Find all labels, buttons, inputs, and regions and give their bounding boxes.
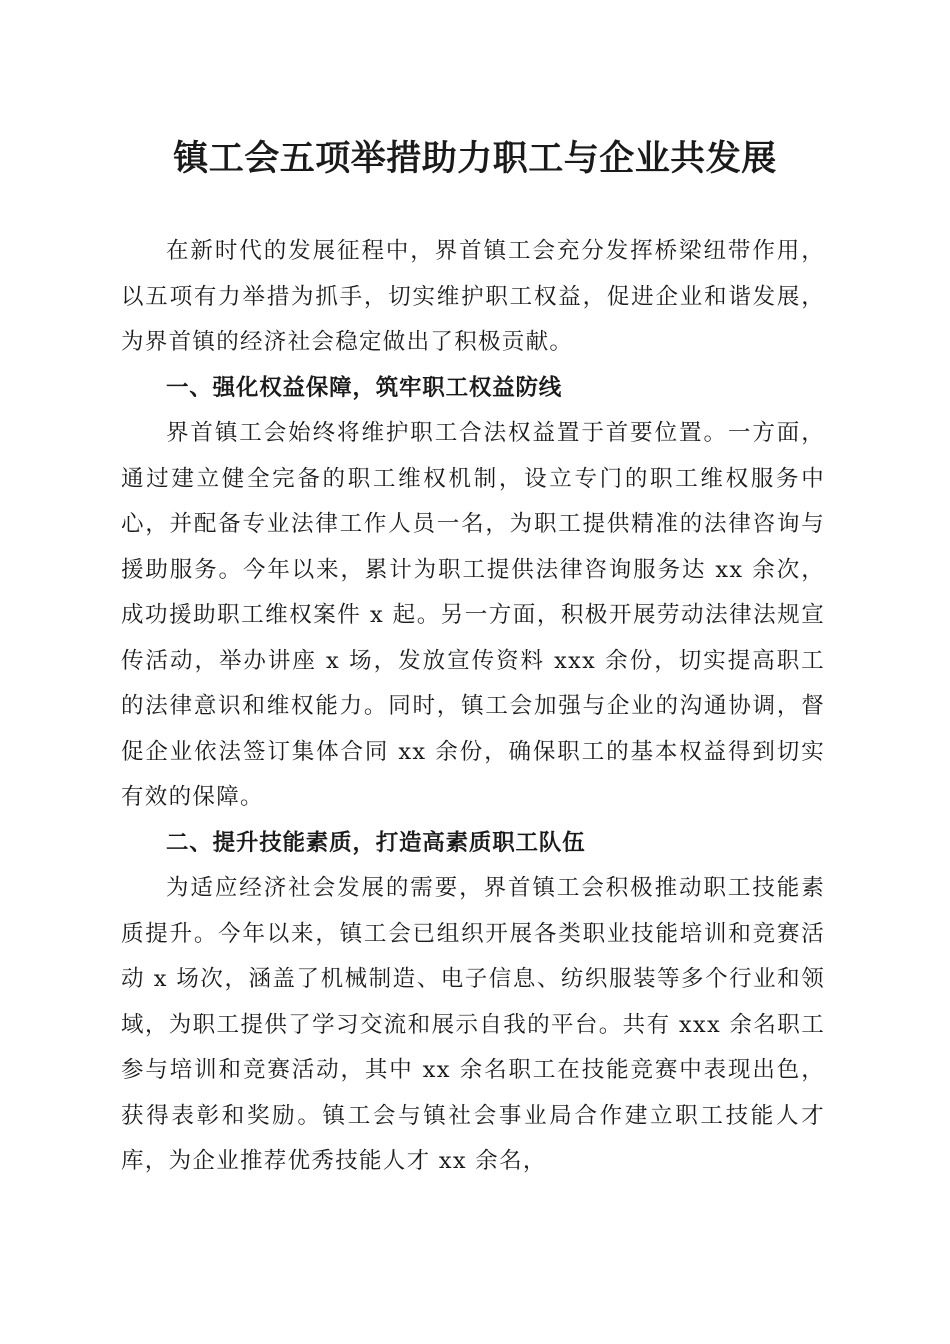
section-2-heading: 二、提升技能素质，打造高素质职工队伍: [166, 829, 586, 856]
document-body: [121, 229, 825, 1185]
section-1-body: 界首镇工会始终将维护职工合法权益置于首要位置。一方面，通过建立健全完备的职工维权机制，设立专门的职工维权服务中心，并配备专业法律工作人员一名，为职工提供精准的法律咨询与援助服务。今年以来，累计为职工提供法律咨询服务达 xx 余次，成功援助职工维权案件 x 起。另一方面，积极开展劳动法律法规宣传活动，举办讲座 x 场，发放宣传资料 xxx 余份，切实提高职工的法律意识和维权能力。同时，镇工会加强与企业的沟通协调，督促企业依法签订集体合同 xx 余份，确保职工的基本权益得到切实有效的保障。: [121, 420, 825, 810]
document-title: 镇工会五项举措助力职工与企业共发展: [173, 138, 777, 179]
intro-paragraph: 在新时代的发展征程中，界首镇工会充分发挥桥梁纽带作用，以五项有力举措为抓手，切实维护职工权益，促进企业和谐发展，为界首镇的经济社会稳定做出了积极贡献。: [121, 238, 825, 355]
section-2-body: 为适应经济社会发展的需要，界首镇工会积极推动职工技能素质提升。今年以来，镇工会已组织开展各类职业技能培训和竞赛活动 x 场次，涵盖了机械制造、电子信息、纺织服装等多个行业和领域，为职工提供了学习交流和展示自我的平台。共有 xxx 余名职工参与培训和竞赛活动，其中 xx 余名职工在技能竞赛中表现出色，获得表彰和奖励。镇工会与镇社会事业局合作建立职工技能人才库，为企业推荐优秀技能人才 xx 余名，: [121, 875, 825, 1174]
section-1-heading: 一、强化权益保障，筑牢职工权益防线: [166, 374, 563, 401]
